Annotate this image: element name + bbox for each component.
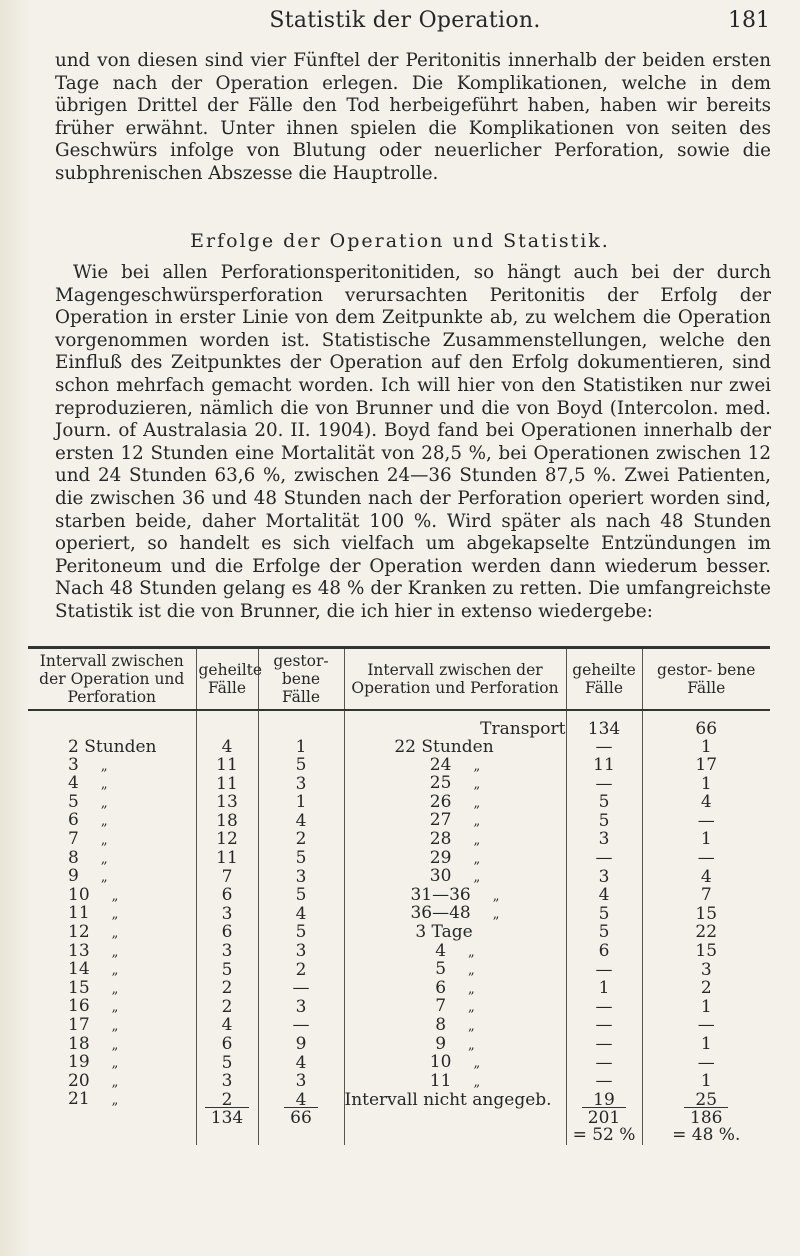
right-died: 15 (642, 905, 770, 924)
total-value: 66 (284, 1107, 318, 1128)
ditto-mark: „ (100, 777, 108, 793)
left-healed: 11 (196, 850, 258, 869)
left-died: 5 (258, 924, 344, 943)
left-healed: 6 (196, 1036, 258, 1055)
interval-value: 5 (68, 791, 79, 812)
right-died: 1 (642, 998, 770, 1017)
interval-value: 3 (68, 754, 79, 775)
left-died: 4 (258, 812, 344, 831)
table-row (28, 943, 770, 962)
left-interval (28, 812, 196, 831)
interval-value: 6 (435, 977, 447, 998)
left-died: 4 (258, 1054, 344, 1073)
interval-value: 24 (429, 754, 452, 775)
interval-value: 18 (68, 1033, 90, 1054)
left-healed: 6 (196, 924, 258, 943)
left-died: 3 (258, 1073, 344, 1092)
left-died: 9 (258, 1036, 344, 1055)
right-healed: 3 (566, 831, 642, 850)
ditto-mark: „ (111, 925, 119, 941)
table-row (28, 794, 770, 813)
table-row (28, 812, 770, 831)
left-interval (28, 847, 196, 869)
table-row (28, 1073, 770, 1092)
interval-value: 7 (435, 996, 447, 1017)
table-body (28, 710, 770, 1145)
left-interval (28, 1070, 196, 1092)
right-healed: 11 (566, 757, 642, 776)
interval-value: 9 (435, 1033, 447, 1054)
table-header-row (28, 648, 770, 711)
ditto-mark: „ (111, 963, 119, 979)
right-died: 1 (642, 739, 770, 757)
ditto-mark: „ (111, 981, 119, 997)
right-interval (344, 1070, 566, 1092)
right-pct-died: = 48 %. (642, 1127, 770, 1145)
left-interval (28, 977, 196, 999)
ditto-mark: „ (468, 1037, 475, 1053)
left-healed: 12 (196, 831, 258, 850)
right-interval (344, 812, 566, 831)
right-died: — (642, 850, 770, 869)
interval-value: 10 (68, 884, 90, 905)
cell-empty (196, 1127, 258, 1145)
transport-row (28, 710, 770, 739)
page-binding-shadow (0, 0, 30, 1256)
left-interval (28, 940, 196, 962)
interval-value: 10 (429, 1052, 452, 1073)
ditto-mark: „ (468, 1018, 475, 1034)
running-header (40, 6, 770, 40)
ditto-mark: „ (111, 888, 119, 904)
right-healed: — (566, 850, 642, 869)
interval-value: 16 (68, 996, 90, 1017)
ditto-mark: „ (111, 1000, 119, 1016)
ditto-mark: „ (111, 1018, 119, 1034)
right-died: 2 (642, 980, 770, 999)
right-pct-healed: = 52 % (566, 1127, 642, 1145)
left-healed: 2 (196, 998, 258, 1017)
interval-value: 9 (68, 866, 79, 887)
right-died: 1 (642, 831, 770, 850)
left-died: 2 (258, 961, 344, 980)
left-healed: 7 (196, 868, 258, 887)
totals-row (28, 1110, 770, 1128)
header-interval-right: Intervall zwischen der Operation und Perforation (344, 648, 566, 711)
interval-value: 5 (435, 959, 447, 980)
left-interval (28, 884, 196, 906)
interval-value: 11 (68, 903, 90, 924)
left-died: 3 (258, 943, 344, 962)
cell-empty (258, 1127, 344, 1145)
right-died: 17 (642, 757, 770, 776)
statistics-table (28, 646, 770, 1145)
left-died: — (258, 980, 344, 999)
right-died: 25 (642, 1091, 770, 1110)
table-row (28, 1091, 770, 1110)
header-interval-left: Intervall zwischen der Operation und Perforation (28, 648, 196, 711)
right-interval (344, 961, 566, 980)
ditto-mark: „ (111, 1074, 119, 1090)
cell-empty (28, 1110, 196, 1128)
header-healed-right: geheilte Fälle (566, 648, 642, 711)
ditto-mark: „ (111, 1056, 119, 1072)
interval-value: 20 (68, 1070, 90, 1091)
right-healed: 5 (566, 794, 642, 813)
left-died: 5 (258, 757, 344, 776)
header-died-right: gestor- bene Fälle (642, 648, 770, 711)
interval-value: 7 (68, 828, 79, 849)
left-interval (28, 998, 196, 1017)
right-interval (344, 1014, 566, 1036)
left-interval (28, 1014, 196, 1036)
cell-empty (344, 1127, 566, 1145)
interval-value: 2 Stunden (68, 737, 157, 757)
left-healed: 13 (196, 794, 258, 813)
ditto-mark: „ (100, 832, 108, 848)
left-healed: 18 (196, 812, 258, 831)
left-died: 1 (258, 794, 344, 813)
table-row (28, 961, 770, 980)
right-interval (344, 940, 566, 962)
interval-value: 17 (68, 1014, 90, 1035)
interval-value: 4 (435, 940, 447, 961)
right-healed: — (566, 1054, 642, 1073)
interval-value: 27 (429, 810, 452, 831)
left-interval (28, 791, 196, 813)
left-died: — (258, 1017, 344, 1036)
table-row (28, 905, 770, 924)
left-died: 5 (258, 887, 344, 906)
interval-value: 11 (429, 1070, 452, 1091)
right-died: 15 (642, 943, 770, 962)
ditto-mark: „ (100, 851, 108, 867)
left-healed: 3 (196, 905, 258, 924)
ditto-mark: „ (473, 777, 481, 793)
left-died: 3 (258, 868, 344, 887)
table-row (28, 1054, 770, 1073)
ditto-mark: „ (473, 851, 481, 867)
right-died: 1 (642, 775, 770, 794)
table-row (28, 998, 770, 1017)
ditto-mark: „ (111, 944, 119, 960)
left-healed: 3 (196, 1073, 258, 1092)
left-interval (28, 1054, 196, 1073)
header-healed-left: geheilte Fälle (196, 648, 258, 711)
cell-empty (28, 710, 196, 739)
table-row (28, 739, 770, 757)
right-died: 1 (642, 1073, 770, 1092)
interval-value: 21 (68, 1089, 90, 1110)
right-interval (344, 1033, 566, 1055)
section-heading: Erfolge der Operation und Statistik. (190, 230, 610, 252)
statistics-table-wrapper (28, 646, 770, 1145)
interval-value: 36—48 (410, 903, 471, 924)
right-died: — (642, 1017, 770, 1036)
interval-value: 26 (429, 791, 452, 812)
left-interval (28, 754, 196, 776)
left-died: 2 (258, 831, 344, 850)
interval-value: 31—36 (410, 884, 471, 905)
table-row (28, 831, 770, 850)
right-died: 3 (642, 961, 770, 980)
interval-value: 8 (435, 1014, 447, 1035)
right-interval (344, 775, 566, 794)
total-value: 186 (684, 1107, 728, 1128)
interval-value: 14 (68, 959, 90, 980)
right-healed: — (566, 775, 642, 794)
right-died: 1 (642, 1036, 770, 1055)
interval-value: 25 (429, 773, 452, 794)
transport-label: Transport (344, 710, 566, 739)
table-row (28, 1036, 770, 1055)
interval-value: 28 (429, 828, 452, 849)
right-died: — (642, 1054, 770, 1073)
right-healed: 5 (566, 905, 642, 924)
ditto-mark: „ (473, 795, 481, 811)
table-row (28, 924, 770, 943)
ditto-mark: „ (492, 907, 500, 923)
total-value: 134 (205, 1107, 249, 1128)
left-healed: 4 (196, 739, 258, 757)
right-died: 4 (642, 868, 770, 887)
right-interval (344, 828, 566, 850)
transport-healed: 134 (566, 710, 642, 739)
table-row (28, 850, 770, 869)
interval-value: 8 (68, 847, 79, 868)
interval-value: 22 Stunden (394, 737, 494, 757)
cell-empty (258, 710, 344, 739)
left-total-healed (196, 1107, 258, 1128)
left-healed: 6 (196, 887, 258, 906)
table-row (28, 1017, 770, 1036)
right-healed: — (566, 998, 642, 1017)
left-died: 1 (258, 739, 344, 757)
interval-value: 4 (68, 773, 79, 794)
left-total-died (258, 1107, 344, 1128)
left-healed: 2 (196, 980, 258, 999)
left-interval (28, 868, 196, 887)
ditto-mark: „ (473, 832, 481, 848)
left-healed: 5 (196, 961, 258, 980)
left-healed: 11 (196, 775, 258, 794)
interval-value: 12 (68, 921, 90, 942)
right-interval (344, 754, 566, 776)
table-row (28, 980, 770, 999)
right-died: 7 (642, 887, 770, 906)
right-interval (344, 791, 566, 813)
left-interval (28, 905, 196, 924)
interval-value: 30 (429, 866, 452, 887)
right-healed: 1 (566, 980, 642, 999)
left-interval (28, 961, 196, 980)
left-interval (28, 1091, 196, 1110)
interval-value: 29 (429, 847, 452, 868)
right-died: 22 (642, 924, 770, 943)
total-value: 201 (582, 1107, 626, 1128)
ditto-mark: „ (111, 907, 119, 923)
ditto-mark: „ (468, 981, 475, 997)
left-interval (28, 921, 196, 943)
percentage-row (28, 1127, 770, 1145)
table-row (28, 757, 770, 776)
left-healed: 4 (196, 1017, 258, 1036)
left-healed: 11 (196, 757, 258, 776)
interval-value: 6 (68, 810, 79, 831)
paragraph-2: Wie bei allen Perforationsperitonitiden, so hängt auch bei der durch Magengeschwürsperforation verursachten Peritonitis der Erfolg der Operation in erster Linie von dem Zeitpunkte ab, zu welchem die Operation vorgenommen worden ist. Statistische Zusammenstellungen, welche den Einfluß des Zeitpunktes der Operation auf den Erfolg dokumentieren, sind schon mehrfach gemacht worden. Ich will hier von den Statistiken nur zwei reproduzieren, nämlich die von Brunner und die von Boyd (Intercolon. med. Journ. of Australasia 20. II. 1904). Boyd fand bei Operationen innerhalb der ersten 12 Stunden eine Mortalität von 28,5 %, bei Operationen zwischen 12 und 24 Stunden 63,6 %, zwischen 24—36 Stunden 87,5 %. Zwei Patienten, die zwischen 36 und 48 Stunden nach der Perforation operiert worden sind, starben beide, daher Mortalität 100 %. Wird später als nach 48 Stunden operiert, so handelt es sich vielfach um abgekapselte Entzündungen im Peritoneum und die Erfolge der Operation werden dann wiederum besser. Nach 48 Stunden gelang es 48 % der Kranken zu retten. Die umfangreichste Statistik ist die von Brunner, die ich hier in extenso wiedergebe: (55, 262, 771, 622)
interval-value: 15 (68, 977, 90, 998)
interval-value: 3 Tage (415, 922, 473, 943)
left-died: 5 (258, 850, 344, 869)
right-died: — (642, 812, 770, 831)
right-interval (344, 924, 566, 943)
left-interval (28, 1033, 196, 1055)
left-interval (28, 739, 196, 757)
right-interval (344, 905, 566, 924)
left-healed: 2 (196, 1091, 258, 1110)
left-died: 4 (258, 905, 344, 924)
table-row (28, 868, 770, 887)
right-interval (344, 739, 566, 757)
ditto-mark: „ (492, 888, 500, 904)
right-healed: — (566, 1036, 642, 1055)
left-healed: 5 (196, 1054, 258, 1073)
left-interval (28, 828, 196, 850)
right-healed: 3 (566, 868, 642, 887)
left-interval (28, 775, 196, 794)
running-title: Statistik der Operation. (269, 8, 541, 33)
right-healed: — (566, 961, 642, 980)
right-healed: 5 (566, 924, 642, 943)
ditto-mark: „ (111, 1037, 119, 1053)
right-interval (344, 998, 566, 1017)
right-healed: 4 (566, 887, 642, 906)
ditto-mark: „ (473, 870, 481, 886)
ditto-mark: „ (111, 1093, 119, 1109)
left-died: 3 (258, 998, 344, 1017)
left-died: 3 (258, 775, 344, 794)
ditto-mark: „ (473, 758, 481, 774)
paragraph-1: und von diesen sind vier Fünftel der Peritonitis innerhalb der beiden ersten Tage nach der Operation erlegen. Die Komplikationen, welche in dem übrigen Drittel der Fälle den Tod herbeigeführt haben, haben wir bereits früher erwähnt. Unter ihnen spielen die Komplikationen von seiten des Geschwürs infolge von Blutung oder neuerlicher Perforation, sowie die subphrenischen Abszesse die Hauptrolle. (55, 50, 771, 184)
interval-value: 19 (68, 1052, 90, 1073)
right-interval (344, 1054, 566, 1073)
table-row (28, 775, 770, 794)
right-interval (344, 1091, 566, 1110)
page-number: 181 (728, 8, 770, 33)
right-interval (344, 847, 566, 869)
right-healed: 19 (566, 1091, 642, 1110)
table-row (28, 887, 770, 906)
header-died-left: gestor- bene Fälle (258, 648, 344, 711)
ditto-mark: „ (468, 944, 475, 960)
right-healed: 6 (566, 943, 642, 962)
ditto-mark: „ (100, 758, 108, 774)
cell-empty (196, 710, 258, 739)
cell-empty (28, 1127, 196, 1145)
ditto-mark: „ (100, 814, 108, 830)
ditto-mark: „ (473, 1056, 481, 1072)
ditto-mark: „ (468, 1000, 475, 1016)
ditto-mark: „ (473, 814, 481, 830)
interval-value: Intervall nicht angegeb. (344, 1089, 552, 1110)
left-died: 4 (258, 1091, 344, 1110)
left-healed: 3 (196, 943, 258, 962)
right-healed: — (566, 1073, 642, 1092)
cell-empty (344, 1110, 566, 1128)
ditto-mark: „ (100, 795, 108, 811)
right-healed: — (566, 1017, 642, 1036)
ditto-mark: „ (100, 870, 108, 886)
transport-died: 66 (642, 710, 770, 739)
right-healed: 5 (566, 812, 642, 831)
ditto-mark: „ (468, 963, 475, 979)
ditto-mark: „ (473, 1074, 481, 1090)
right-healed: — (566, 739, 642, 757)
right-interval (344, 977, 566, 999)
interval-value: 13 (68, 940, 90, 961)
right-died: 4 (642, 794, 770, 813)
